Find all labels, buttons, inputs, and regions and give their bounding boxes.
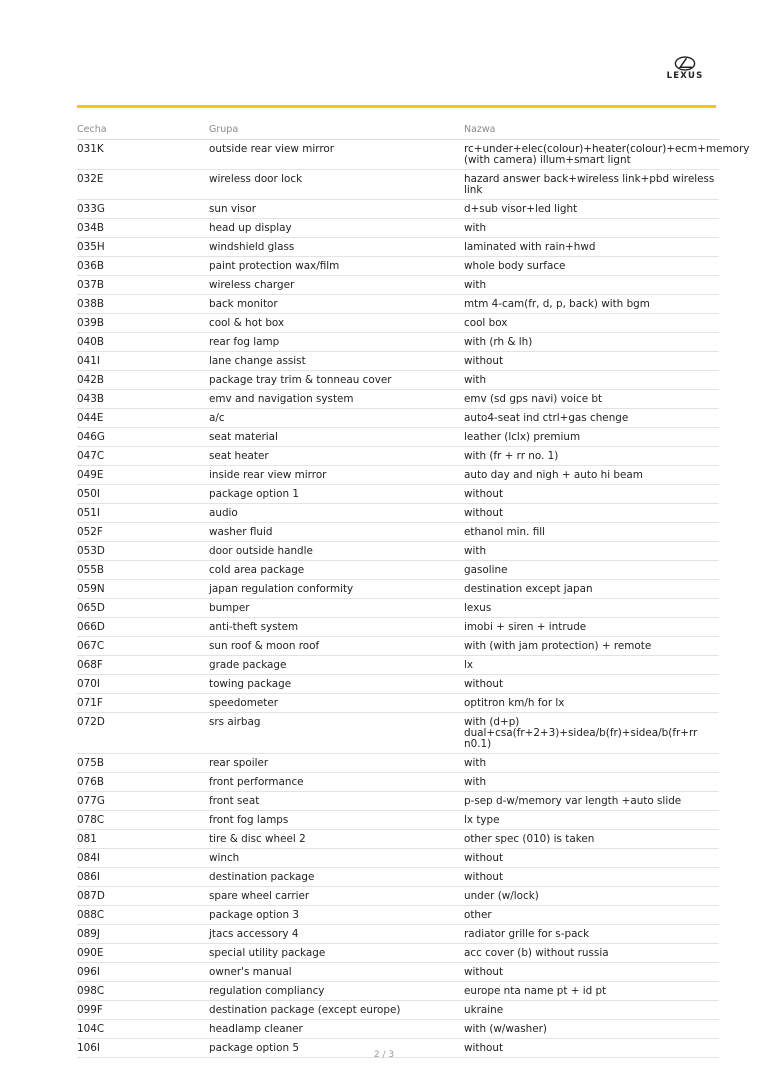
- cell-grupa: tire & disc wheel 2: [209, 830, 464, 849]
- spec-table: [77, 122, 750, 1058]
- cell-cecha: 084I: [77, 849, 209, 868]
- cell-cecha: 052F: [77, 523, 209, 542]
- cell-grupa: anti-theft system: [209, 618, 464, 637]
- cell-grupa: audio: [209, 504, 464, 523]
- table-row: [77, 963, 719, 982]
- cell-nazwa: without: [464, 352, 719, 371]
- cell-cecha: 066D: [77, 618, 209, 637]
- table-row: [77, 713, 719, 754]
- header-grupa: Grupa: [209, 122, 464, 140]
- table-row: [77, 561, 719, 580]
- cell-nazwa: rc+under+elec(colour)+heater(colour)+ecm+memory (with camera) illum+smart lignt: [464, 140, 719, 170]
- cell-nazwa: ethanol min. fill: [464, 523, 719, 542]
- cell-nazwa: destination except japan: [464, 580, 719, 599]
- table-row: [77, 428, 719, 447]
- cell-cecha: 077G: [77, 792, 209, 811]
- cell-grupa: bumper: [209, 599, 464, 618]
- cell-grupa: sun visor: [209, 200, 464, 219]
- cell-cecha: 089J: [77, 925, 209, 944]
- cell-grupa: package option 1: [209, 485, 464, 504]
- table-row: [77, 982, 719, 1001]
- table-row: [77, 504, 719, 523]
- table-row: [77, 887, 719, 906]
- cell-nazwa: other: [464, 906, 719, 925]
- cell-grupa: rear fog lamp: [209, 333, 464, 352]
- cell-grupa: front seat: [209, 792, 464, 811]
- cell-grupa: paint protection wax/film: [209, 257, 464, 276]
- cell-cecha: 032E: [77, 170, 209, 200]
- lexus-emblem-icon: [674, 56, 696, 71]
- cell-grupa: washer fluid: [209, 523, 464, 542]
- cell-cecha: 106I: [77, 1039, 209, 1058]
- cell-cecha: 070I: [77, 675, 209, 694]
- table-row: [77, 637, 719, 656]
- table-row: [77, 276, 719, 295]
- table-row: [77, 906, 719, 925]
- cell-nazwa: with: [464, 276, 719, 295]
- cell-cecha: 053D: [77, 542, 209, 561]
- cell-nazwa: lx type: [464, 811, 719, 830]
- cell-cecha: 031K: [77, 140, 209, 170]
- cell-cecha: 039B: [77, 314, 209, 333]
- cell-grupa: front fog lamps: [209, 811, 464, 830]
- cell-cecha: 075B: [77, 754, 209, 773]
- cell-cecha: 068F: [77, 656, 209, 675]
- cell-nazwa: d+sub visor+led light: [464, 200, 719, 219]
- cell-cecha: 065D: [77, 599, 209, 618]
- cell-grupa: lane change assist: [209, 352, 464, 371]
- cell-nazwa: whole body surface: [464, 257, 719, 276]
- table-row: [77, 675, 719, 694]
- table-row: [77, 925, 719, 944]
- table-row: [77, 447, 719, 466]
- cell-nazwa: with: [464, 773, 719, 792]
- cell-grupa: spare wheel carrier: [209, 887, 464, 906]
- cell-nazwa: under (w/lock): [464, 887, 719, 906]
- cell-cecha: 049E: [77, 466, 209, 485]
- brand-name: LEXUS: [666, 71, 704, 81]
- cell-grupa: wireless door lock: [209, 170, 464, 200]
- table-row: [77, 1020, 719, 1039]
- cell-grupa: jtacs accessory 4: [209, 925, 464, 944]
- cell-grupa: special utility package: [209, 944, 464, 963]
- cell-nazwa: emv (sd gps navi) voice bt: [464, 390, 719, 409]
- table-row: [77, 257, 719, 276]
- table-row: [77, 599, 719, 618]
- table-row: [77, 409, 719, 428]
- table-row: [77, 1001, 719, 1020]
- cell-nazwa: without: [464, 963, 719, 982]
- cell-grupa: package tray trim & tonneau cover: [209, 371, 464, 390]
- cell-grupa: front performance: [209, 773, 464, 792]
- cell-grupa: rear spoiler: [209, 754, 464, 773]
- cell-nazwa: without: [464, 485, 719, 504]
- cell-grupa: inside rear view mirror: [209, 466, 464, 485]
- cell-nazwa: without: [464, 1039, 719, 1058]
- cell-cecha: 043B: [77, 390, 209, 409]
- cell-cecha: 046G: [77, 428, 209, 447]
- table-row: [77, 868, 719, 887]
- cell-nazwa: cool box: [464, 314, 719, 333]
- cell-grupa: srs airbag: [209, 713, 464, 754]
- cell-nazwa: laminated with rain+hwd: [464, 238, 719, 257]
- table-header-row: [77, 122, 719, 140]
- cell-grupa: a/c: [209, 409, 464, 428]
- cell-cecha: 036B: [77, 257, 209, 276]
- table-row: [77, 352, 719, 371]
- cell-nazwa: with (d+p) dual+csa(fr+2+3)+sidea/b(fr)+sidea/b(fr+rr n0.1): [464, 713, 719, 754]
- cell-grupa: seat heater: [209, 447, 464, 466]
- cell-cecha: 059N: [77, 580, 209, 599]
- cell-cecha: 042B: [77, 371, 209, 390]
- cell-grupa: windshield glass: [209, 238, 464, 257]
- cell-nazwa: with (w/washer): [464, 1020, 719, 1039]
- cell-grupa: speedometer: [209, 694, 464, 713]
- cell-grupa: regulation compliancy: [209, 982, 464, 1001]
- cell-grupa: wireless charger: [209, 276, 464, 295]
- cell-grupa: towing package: [209, 675, 464, 694]
- cell-cecha: 051I: [77, 504, 209, 523]
- table-row: [77, 485, 719, 504]
- cell-cecha: 071F: [77, 694, 209, 713]
- cell-cecha: 099F: [77, 1001, 209, 1020]
- cell-nazwa: other spec (010) is taken: [464, 830, 719, 849]
- cell-grupa: package option 3: [209, 906, 464, 925]
- cell-grupa: cool & hot box: [209, 314, 464, 333]
- table-row: [77, 219, 719, 238]
- cell-cecha: 038B: [77, 295, 209, 314]
- cell-grupa: headlamp cleaner: [209, 1020, 464, 1039]
- header-accent-rule: [77, 105, 716, 108]
- cell-grupa: sun roof & moon roof: [209, 637, 464, 656]
- table-row: [77, 830, 719, 849]
- table-row: [77, 371, 719, 390]
- cell-cecha: 047C: [77, 447, 209, 466]
- table-row: [77, 754, 719, 773]
- cell-grupa: winch: [209, 849, 464, 868]
- cell-nazwa: auto4-seat ind ctrl+gas chenge: [464, 409, 719, 428]
- cell-nazwa: mtm 4-cam(fr, d, p, back) with bgm: [464, 295, 719, 314]
- cell-cecha: 086I: [77, 868, 209, 887]
- table-row: [77, 390, 719, 409]
- cell-nazwa: with (fr + rr no. 1): [464, 447, 719, 466]
- cell-nazwa: leather (lclx) premium: [464, 428, 719, 447]
- cell-grupa: grade package: [209, 656, 464, 675]
- cell-cecha: 088C: [77, 906, 209, 925]
- cell-nazwa: p-sep d-w/memory var length +auto slide: [464, 792, 719, 811]
- table-row: [77, 200, 719, 219]
- cell-grupa: outside rear view mirror: [209, 140, 464, 170]
- table-row: [77, 542, 719, 561]
- cell-cecha: 072D: [77, 713, 209, 754]
- cell-nazwa: europe nta name pt + id pt: [464, 982, 719, 1001]
- cell-cecha: 076B: [77, 773, 209, 792]
- cell-nazwa: with: [464, 219, 719, 238]
- cell-nazwa: gasoline: [464, 561, 719, 580]
- lexus-logo: [658, 56, 712, 84]
- cell-grupa: door outside handle: [209, 542, 464, 561]
- cell-grupa: back monitor: [209, 295, 464, 314]
- cell-cecha: 034B: [77, 219, 209, 238]
- table-row: [77, 773, 719, 792]
- cell-nazwa: lexus: [464, 599, 719, 618]
- table-row: [77, 140, 719, 170]
- table-row: [77, 580, 719, 599]
- cell-cecha: 055B: [77, 561, 209, 580]
- table-row: [77, 811, 719, 830]
- table-row: [77, 466, 719, 485]
- table-row: [77, 792, 719, 811]
- table-row: [77, 656, 719, 675]
- cell-nazwa: acc cover (b) without russia: [464, 944, 719, 963]
- cell-cecha: 050I: [77, 485, 209, 504]
- cell-nazwa: with: [464, 754, 719, 773]
- cell-cecha: 033G: [77, 200, 209, 219]
- cell-cecha: 035H: [77, 238, 209, 257]
- cell-nazwa: without: [464, 675, 719, 694]
- cell-grupa: package option 5: [209, 1039, 464, 1058]
- cell-nazwa: hazard answer back+wireless link+pbd wireless link: [464, 170, 719, 200]
- cell-grupa: japan regulation conformity: [209, 580, 464, 599]
- table-row: [77, 523, 719, 542]
- table-row: [77, 170, 719, 200]
- cell-nazwa: with: [464, 542, 719, 561]
- cell-grupa: destination package (except europe): [209, 1001, 464, 1020]
- cell-grupa: destination package: [209, 868, 464, 887]
- cell-cecha: 041I: [77, 352, 209, 371]
- cell-cecha: 090E: [77, 944, 209, 963]
- cell-nazwa: imobi + siren + intrude: [464, 618, 719, 637]
- cell-nazwa: without: [464, 868, 719, 887]
- table-row: [77, 618, 719, 637]
- cell-cecha: 044E: [77, 409, 209, 428]
- table-row: [77, 295, 719, 314]
- table-row: [77, 333, 719, 352]
- cell-grupa: owner's manual: [209, 963, 464, 982]
- cell-grupa: seat material: [209, 428, 464, 447]
- cell-nazwa: optitron km/h for lx: [464, 694, 719, 713]
- header-nazwa: Nazwa: [464, 122, 719, 140]
- cell-nazwa: with (rh & lh): [464, 333, 719, 352]
- cell-nazwa: with: [464, 371, 719, 390]
- cell-nazwa: without: [464, 504, 719, 523]
- table-row: [77, 238, 719, 257]
- cell-cecha: 040B: [77, 333, 209, 352]
- table-row: [77, 694, 719, 713]
- cell-cecha: 037B: [77, 276, 209, 295]
- table-row: [77, 849, 719, 868]
- cell-nazwa: ukraine: [464, 1001, 719, 1020]
- table-body: [77, 140, 750, 1058]
- cell-cecha: 081: [77, 830, 209, 849]
- cell-cecha: 104C: [77, 1020, 209, 1039]
- cell-cecha: 067C: [77, 637, 209, 656]
- page-number: 2 / 3: [373, 1050, 395, 1060]
- cell-nazwa: radiator grille for s-pack: [464, 925, 719, 944]
- cell-grupa: emv and navigation system: [209, 390, 464, 409]
- cell-cecha: 087D: [77, 887, 209, 906]
- cell-grupa: head up display: [209, 219, 464, 238]
- header-cecha: Cecha: [77, 122, 209, 140]
- cell-cecha: 078C: [77, 811, 209, 830]
- cell-nazwa: with (with jam protection) + remote: [464, 637, 719, 656]
- table-row: [77, 944, 719, 963]
- cell-nazwa: auto day and nigh + auto hi beam: [464, 466, 719, 485]
- cell-grupa: cold area package: [209, 561, 464, 580]
- cell-nazwa: without: [464, 849, 719, 868]
- cell-cecha: 096I: [77, 963, 209, 982]
- cell-cecha: 098C: [77, 982, 209, 1001]
- cell-nazwa: lx: [464, 656, 719, 675]
- table-row: [77, 314, 719, 333]
